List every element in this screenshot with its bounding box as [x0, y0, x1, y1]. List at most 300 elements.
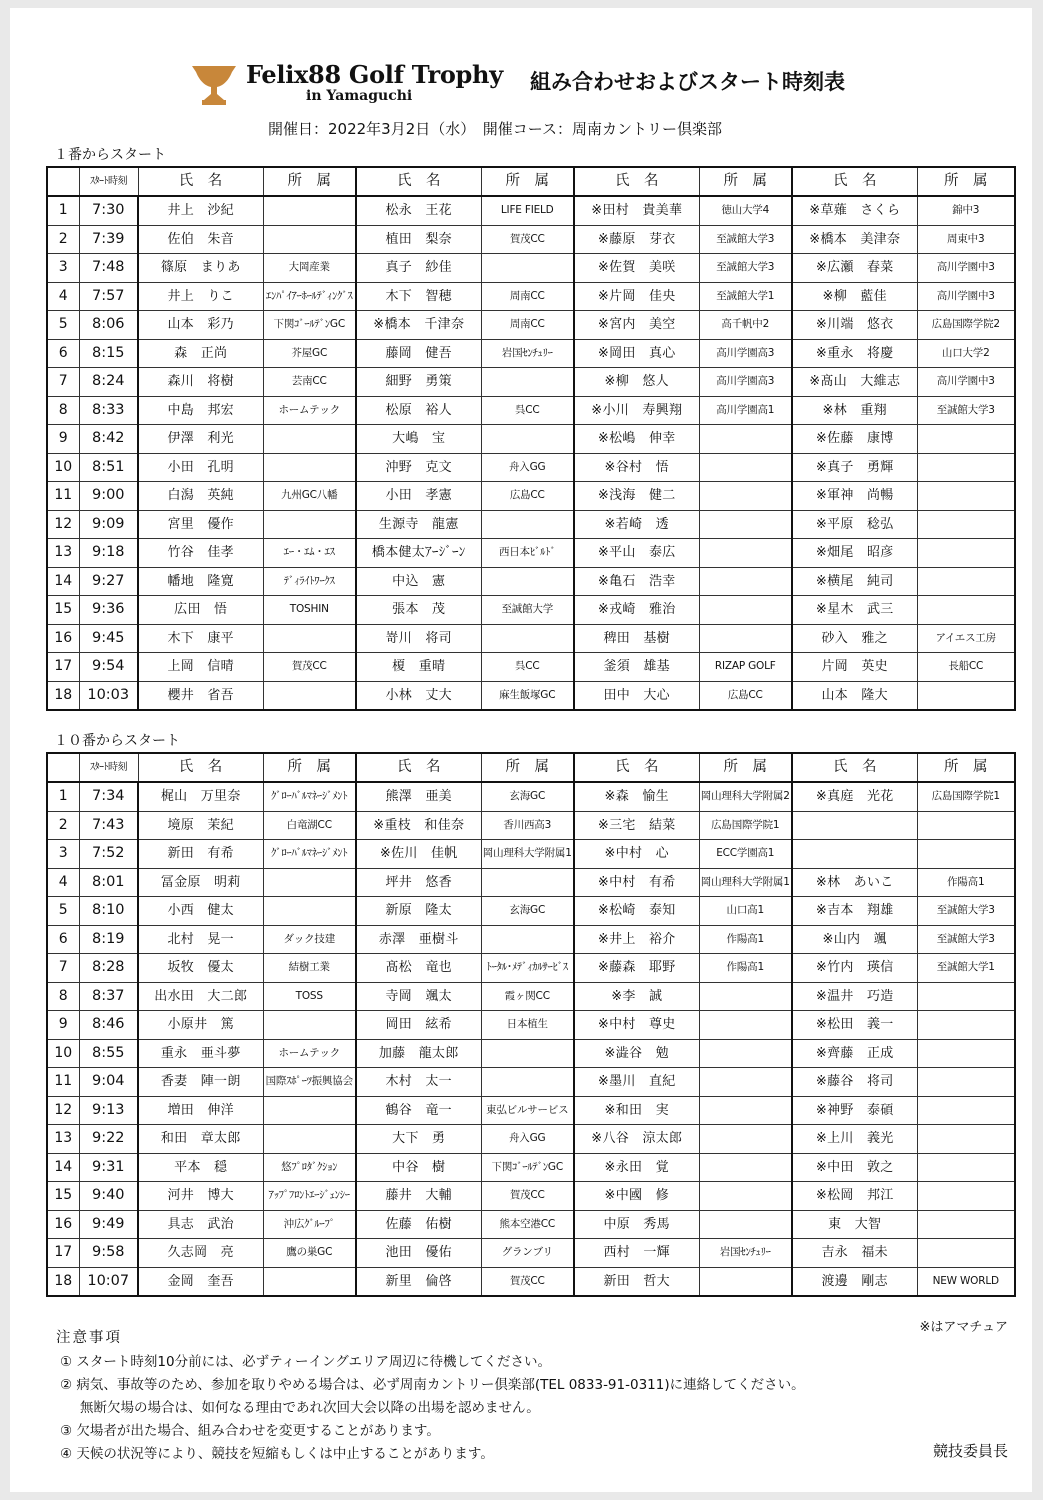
player-name: ※宮内 美空 [574, 311, 699, 340]
table-row [47, 1011, 1015, 1040]
player-affiliation: グランブリ [481, 1239, 574, 1268]
player-affiliation [917, 510, 1015, 539]
player-affiliation [481, 510, 574, 539]
player-affiliation [481, 868, 574, 897]
player-affiliation [699, 453, 792, 482]
player-name: ※齊藤 正成 [792, 1039, 917, 1068]
player-affiliation: 岡山理科大学附属1 [699, 868, 792, 897]
player-name: ※神野 泰碩 [792, 1096, 917, 1125]
table-row [47, 225, 1015, 254]
player-affiliation [481, 1039, 574, 1068]
player-name: 広田 悟 [138, 596, 263, 625]
group-number: 8 [47, 396, 79, 425]
player-affiliation [917, 840, 1015, 869]
player-name: ※佐賀 美咲 [574, 254, 699, 283]
player-affiliation: ﾃﾞｨﾗｲﾄﾜｰｸｽ [263, 567, 356, 596]
header-start-time: ｽﾀｰﾄ時刻 [79, 753, 138, 782]
player-affiliation: 至誠館大学3 [699, 254, 792, 283]
player-name: 冨金原 明莉 [138, 868, 263, 897]
player-name: 岡田 絃希 [356, 1011, 481, 1040]
player-affiliation: 至誠館大学1 [699, 282, 792, 311]
player-name: 松原 裕人 [356, 396, 481, 425]
player-affiliation: 芥屋GC [263, 339, 356, 368]
player-affiliation: 高川学園中3 [917, 368, 1015, 397]
header-name: 氏 名 [138, 167, 263, 196]
player-affiliation [263, 453, 356, 482]
group-number: 12 [47, 510, 79, 539]
player-affiliation: 沖広ｸﾞﾙｰﾌﾟ [263, 1210, 356, 1239]
player-affiliation: アイエス工房 [917, 624, 1015, 653]
player-affiliation: ｱｯﾌﾟﾌﾛﾝﾄｴｰｼﾞｪﾝｼｰ [263, 1182, 356, 1211]
player-affiliation: 至誠館大学 [481, 596, 574, 625]
player-name: 小原井 篤 [138, 1011, 263, 1040]
player-name: 稗田 基樹 [574, 624, 699, 653]
player-name: ※温井 巧造 [792, 982, 917, 1011]
player-name: ※和田 実 [574, 1096, 699, 1125]
start-time: 8:28 [79, 954, 138, 983]
player-affiliation: ECC学園高1 [699, 840, 792, 869]
start-time: 9:18 [79, 539, 138, 568]
player-affiliation: 結樹工業 [263, 954, 356, 983]
player-name: ※三宅 結菜 [574, 811, 699, 840]
player-name: 櫻井 省吾 [138, 681, 263, 710]
player-affiliation: 賀茂CC [481, 1267, 574, 1296]
group-number: 13 [47, 539, 79, 568]
player-name: 釜須 雄基 [574, 653, 699, 682]
player-name: ※松田 義一 [792, 1011, 917, 1040]
table-row [47, 1210, 1015, 1239]
player-name: ※松崎 泰知 [574, 897, 699, 926]
player-affiliation: ダック技建 [263, 925, 356, 954]
player-name: 和田 章太郎 [138, 1125, 263, 1154]
player-name: 新田 哲大 [574, 1267, 699, 1296]
player-affiliation: 麻生飯塚GC [481, 681, 574, 710]
player-name: 森川 将樹 [138, 368, 263, 397]
player-name: 渡邊 剛志 [792, 1267, 917, 1296]
note-item: 無断欠場の場合は、如何なる理由であれ次回大会以降の出場を認めません。 [80, 1400, 540, 1416]
table-row [47, 954, 1015, 983]
player-name: 木下 智穂 [356, 282, 481, 311]
player-name: ※草薙 さくら [792, 196, 917, 225]
player-name: 金岡 奎吾 [138, 1267, 263, 1296]
player-name: 境原 茉紀 [138, 811, 263, 840]
player-name: 佐伯 朱音 [138, 225, 263, 254]
start-time: 8:42 [79, 425, 138, 454]
player-affiliation: RIZAP GOLF [699, 653, 792, 682]
player-name: 小林 丈大 [356, 681, 481, 710]
table-row [47, 840, 1015, 869]
signature: 競技委員長 [932, 1442, 1008, 1460]
table-row [47, 339, 1015, 368]
player-affiliation [699, 1267, 792, 1296]
player-name: ※永田 覚 [574, 1153, 699, 1182]
player-affiliation [917, 982, 1015, 1011]
player-name: ※広瀬 春菜 [792, 254, 917, 283]
group-number: 2 [47, 811, 79, 840]
player-affiliation: 至誠館大学1 [917, 954, 1015, 983]
player-affiliation: 広島国際学院1 [917, 782, 1015, 811]
player-affiliation: ｸﾞﾛｰﾊﾞﾙﾏﾈｰｼﾞﾒﾝﾄ [263, 782, 356, 811]
table-row [47, 567, 1015, 596]
player-affiliation: 岡山理科大学附属1 [481, 840, 574, 869]
notes [56, 1326, 805, 1466]
player-affiliation [481, 368, 574, 397]
group-number: 4 [47, 868, 79, 897]
start-time: 8:06 [79, 311, 138, 340]
player-name: ※松岡 邦江 [792, 1182, 917, 1211]
player-name: ※李 誠 [574, 982, 699, 1011]
player-name: ※中田 敦之 [792, 1153, 917, 1182]
table-row [47, 396, 1015, 425]
start-time: 8:01 [79, 868, 138, 897]
start-time: 9:22 [79, 1125, 138, 1154]
header-name: 氏 名 [356, 167, 481, 196]
player-affiliation: ｴﾝﾊﾟｲｱｰﾎｰﾙﾃﾞｨﾝｸﾞｽ [263, 282, 356, 311]
start-time: 7:39 [79, 225, 138, 254]
player-name: 東 大智 [792, 1210, 917, 1239]
start-time: 9:27 [79, 567, 138, 596]
player-name: 山本 彩乃 [138, 311, 263, 340]
player-affiliation: 周東中3 [917, 225, 1015, 254]
note-item: ② 病気、事故等のため、参加を取りやめる場合は、必ず周南カントリー倶楽部(TEL 0833-91-0311)に連絡してください。 [60, 1377, 805, 1393]
player-name: ※松嶋 伸幸 [574, 425, 699, 454]
note-item: ① スタート時刻10分前には、必ずティーイングエリア周辺に待機してください。 [60, 1354, 551, 1370]
group-number: 14 [47, 1153, 79, 1182]
start-time: 7:43 [79, 811, 138, 840]
header-affiliation: 所 属 [699, 753, 792, 782]
player-name: ※橋本 美津奈 [792, 225, 917, 254]
table-row [47, 482, 1015, 511]
player-name: 橋本健太ｱｰｼﾞｰﾝ [356, 539, 481, 568]
section-label-hole1: １番からスタート [54, 147, 166, 163]
player-name: ※重枝 和佳奈 [356, 811, 481, 840]
player-affiliation: 舟入GG [481, 453, 574, 482]
player-name: ※田村 貴美華 [574, 196, 699, 225]
player-affiliation [481, 1068, 574, 1097]
trophy-icon [186, 60, 242, 106]
player-name: ※竹内 瑛信 [792, 954, 917, 983]
player-name: 北村 晃一 [138, 925, 263, 954]
player-affiliation [917, 1039, 1015, 1068]
player-affiliation: 広島国際学院1 [699, 811, 792, 840]
player-affiliation: NEW WORLD [917, 1267, 1015, 1296]
group-number: 14 [47, 567, 79, 596]
player-affiliation [699, 624, 792, 653]
player-affiliation: 熊本空港CC [481, 1210, 574, 1239]
player-name: 片岡 英史 [792, 653, 917, 682]
player-affiliation: 玄海GC [481, 782, 574, 811]
player-name: 山本 隆大 [792, 681, 917, 710]
table-row [47, 1239, 1015, 1268]
player-name: 井上 りこ [138, 282, 263, 311]
start-time: 7:48 [79, 254, 138, 283]
group-number: 4 [47, 282, 79, 311]
player-affiliation [481, 624, 574, 653]
player-affiliation: ﾄｰﾀﾙ･ﾒﾃﾞｨｶﾙｻｰﾋﾞｽ [481, 954, 574, 983]
player-affiliation: LIFE FIELD [481, 196, 574, 225]
player-affiliation: ホームテック [263, 1039, 356, 1068]
player-name: 藤岡 健吾 [356, 339, 481, 368]
player-affiliation [699, 567, 792, 596]
player-affiliation [917, 539, 1015, 568]
group-number: 6 [47, 925, 79, 954]
player-name: 具志 武治 [138, 1210, 263, 1239]
player-affiliation [917, 681, 1015, 710]
player-affiliation [481, 567, 574, 596]
player-name: 鶴谷 竜一 [356, 1096, 481, 1125]
player-name: 生源寺 龍憲 [356, 510, 481, 539]
player-affiliation [699, 1068, 792, 1097]
group-number: 3 [47, 254, 79, 283]
player-name: ※藤森 耶野 [574, 954, 699, 983]
player-name: ※中村 有希 [574, 868, 699, 897]
player-affiliation: 霞ヶ関CC [481, 982, 574, 1011]
player-name: ※真子 勇輝 [792, 453, 917, 482]
player-affiliation [699, 510, 792, 539]
start-time: 9:58 [79, 1239, 138, 1268]
player-affiliation: 周南CC [481, 311, 574, 340]
start-table-hole10 [46, 752, 1016, 1297]
player-affiliation [263, 1011, 356, 1040]
group-number: 2 [47, 225, 79, 254]
player-name: ※井上 裕介 [574, 925, 699, 954]
player-name: 張本 茂 [356, 596, 481, 625]
player-affiliation [917, 1210, 1015, 1239]
group-number: 7 [47, 368, 79, 397]
player-affiliation [481, 425, 574, 454]
start-time: 9:36 [79, 596, 138, 625]
note-item: ③ 欠場者が出た場合、組み合わせを変更することがあります。 [60, 1423, 440, 1439]
player-affiliation [917, 425, 1015, 454]
table-row [47, 1039, 1015, 1068]
player-name: 真子 紗佳 [356, 254, 481, 283]
player-name: 寺岡 颯太 [356, 982, 481, 1011]
player-name: 上岡 信晴 [138, 653, 263, 682]
header-affiliation: 所 属 [917, 753, 1015, 782]
player-name: 細野 勇策 [356, 368, 481, 397]
start-time: 7:52 [79, 840, 138, 869]
table-row [47, 868, 1015, 897]
player-affiliation: 錦中3 [917, 196, 1015, 225]
player-affiliation [263, 868, 356, 897]
player-name: 幡地 隆寛 [138, 567, 263, 596]
page-title: 組み合わせおよびスタート時刻表 [530, 70, 845, 94]
group-number: 11 [47, 482, 79, 511]
player-name: ※川端 悠衣 [792, 311, 917, 340]
player-name: 白潟 英純 [138, 482, 263, 511]
player-affiliation: 高川学園中3 [917, 282, 1015, 311]
player-name: ※谷村 悟 [574, 453, 699, 482]
start-time: 9:40 [79, 1182, 138, 1211]
player-affiliation: 高川学園中3 [917, 254, 1015, 283]
player-affiliation: 東弘ビルサービス [481, 1096, 574, 1125]
player-affiliation: 西日本ﾋﾞﾙﾄﾞ [481, 539, 574, 568]
header-affiliation: 所 属 [263, 167, 356, 196]
start-time: 9:54 [79, 653, 138, 682]
player-affiliation: 国際ｽﾎﾟｰﾂ振興協会 [263, 1068, 356, 1097]
player-name: ※星木 武三 [792, 596, 917, 625]
player-name: 中原 秀馬 [574, 1210, 699, 1239]
table-row [47, 596, 1015, 625]
header-affiliation: 所 属 [917, 167, 1015, 196]
table-row [47, 453, 1015, 482]
player-affiliation [699, 539, 792, 568]
header-start-time: ｽﾀｰﾄ時刻 [79, 167, 138, 196]
header-name: 氏 名 [574, 753, 699, 782]
section-label-hole10: １０番からスタート [54, 733, 180, 749]
player-affiliation: 芸南CC [263, 368, 356, 397]
player-affiliation: ｴｰ・ｴﾑ・ｴｽ [263, 539, 356, 568]
player-affiliation [917, 1239, 1015, 1268]
player-name: 小西 健太 [138, 897, 263, 926]
start-time: 8:15 [79, 339, 138, 368]
player-affiliation: 賀茂CC [481, 1182, 574, 1211]
player-affiliation [917, 811, 1015, 840]
group-number: 7 [47, 954, 79, 983]
notes-title: 注意事項 [56, 1330, 122, 1346]
player-name: 平本 穏 [138, 1153, 263, 1182]
player-affiliation: TOSHIN [263, 596, 356, 625]
group-number: 15 [47, 596, 79, 625]
table-row [47, 897, 1015, 926]
header-no-cell [47, 167, 79, 196]
player-name: ※横尾 純司 [792, 567, 917, 596]
player-affiliation [917, 1182, 1015, 1211]
player-affiliation [699, 1210, 792, 1239]
header-name: 氏 名 [574, 167, 699, 196]
player-name: ※山内 颯 [792, 925, 917, 954]
player-affiliation [263, 681, 356, 710]
start-time: 9:00 [79, 482, 138, 511]
player-name: 木村 太一 [356, 1068, 481, 1097]
player-affiliation: ｸﾞﾛｰﾊﾞﾙﾏﾈｰｼﾞﾒﾝﾄ [263, 840, 356, 869]
player-name: 森 正尚 [138, 339, 263, 368]
table-row [47, 811, 1015, 840]
player-affiliation: 高川学園高3 [699, 368, 792, 397]
player-name: 井上 沙紀 [138, 196, 263, 225]
player-name: ※平原 稔弘 [792, 510, 917, 539]
player-name: 坂牧 優太 [138, 954, 263, 983]
player-affiliation: 賀茂CC [263, 653, 356, 682]
player-affiliation: 高川学園高1 [699, 396, 792, 425]
player-name: 西村 一輝 [574, 1239, 699, 1268]
player-affiliation: 至誠館大学3 [917, 925, 1015, 954]
table-row [47, 782, 1015, 811]
player-affiliation [917, 596, 1015, 625]
player-name: ※髙山 大維志 [792, 368, 917, 397]
group-number: 10 [47, 453, 79, 482]
player-name: 伊澤 利光 [138, 425, 263, 454]
player-affiliation [699, 1182, 792, 1211]
player-name: 出水田 大二郎 [138, 982, 263, 1011]
group-number: 15 [47, 1182, 79, 1211]
player-affiliation: 賀茂CC [481, 225, 574, 254]
player-name: ※重永 将慶 [792, 339, 917, 368]
player-affiliation: 呉CC [481, 653, 574, 682]
group-number: 12 [47, 1096, 79, 1125]
player-affiliation [699, 1011, 792, 1040]
player-name: ※真庭 光花 [792, 782, 917, 811]
group-number: 17 [47, 1239, 79, 1268]
header-affiliation: 所 属 [263, 753, 356, 782]
player-name: ※藤原 芽衣 [574, 225, 699, 254]
player-name: ※森 愉生 [574, 782, 699, 811]
table-header-row [47, 167, 1015, 196]
player-affiliation: 至誠館大学3 [917, 897, 1015, 926]
player-name: 中島 邦宏 [138, 396, 263, 425]
player-name [792, 811, 917, 840]
table-row [47, 624, 1015, 653]
group-number: 6 [47, 339, 79, 368]
player-name: ※橋本 千津奈 [356, 311, 481, 340]
table-header-row [47, 753, 1015, 782]
player-name: ※八谷 涼太郎 [574, 1125, 699, 1154]
player-name: ※畑尾 昭彦 [792, 539, 917, 568]
player-affiliation [917, 1153, 1015, 1182]
player-affiliation: 高川学園高3 [699, 339, 792, 368]
player-name: 加藤 龍太郎 [356, 1039, 481, 1068]
player-name: 榎 重晴 [356, 653, 481, 682]
player-affiliation: 作陽高1 [917, 868, 1015, 897]
player-affiliation: 悠ﾌﾟﾛﾀﾞｸｼｮﾝ [263, 1153, 356, 1182]
player-affiliation: 岩国ｾﾝﾁｭﾘｰ [481, 339, 574, 368]
table-row [47, 539, 1015, 568]
table-row [47, 653, 1015, 682]
table-row [47, 196, 1015, 225]
player-name: ※平山 泰広 [574, 539, 699, 568]
group-number: 17 [47, 653, 79, 682]
player-affiliation: 広島CC [699, 681, 792, 710]
player-affiliation [263, 1125, 356, 1154]
player-affiliation [699, 1096, 792, 1125]
player-affiliation: ホームテック [263, 396, 356, 425]
player-name: ※軍神 尚暢 [792, 482, 917, 511]
start-time: 8:10 [79, 897, 138, 926]
player-name: 沖野 克文 [356, 453, 481, 482]
start-time: 9:31 [79, 1153, 138, 1182]
group-number: 5 [47, 897, 79, 926]
page [10, 8, 1032, 1492]
player-name: 木下 康平 [138, 624, 263, 653]
table-row [47, 925, 1015, 954]
player-affiliation [263, 624, 356, 653]
player-affiliation [263, 1096, 356, 1125]
start-time: 7:34 [79, 782, 138, 811]
player-affiliation [917, 1096, 1015, 1125]
brand-subtitle: in Yamaguchi [306, 88, 413, 104]
player-affiliation: 広島CC [481, 482, 574, 511]
player-affiliation: 玄海GC [481, 897, 574, 926]
player-affiliation [263, 225, 356, 254]
player-name: 熊澤 亜美 [356, 782, 481, 811]
start-time: 8:46 [79, 1011, 138, 1040]
player-name: ※佐藤 康博 [792, 425, 917, 454]
start-time: 8:24 [79, 368, 138, 397]
group-number: 9 [47, 1011, 79, 1040]
player-affiliation: 大岡産業 [263, 254, 356, 283]
header-name: 氏 名 [792, 753, 917, 782]
table-row [47, 1182, 1015, 1211]
player-name: ※中村 尊史 [574, 1011, 699, 1040]
start-time: 7:30 [79, 196, 138, 225]
player-affiliation [699, 1125, 792, 1154]
table-row [47, 681, 1015, 710]
player-name: 大嶋 宝 [356, 425, 481, 454]
player-affiliation: 鷹の巣GC [263, 1239, 356, 1268]
player-name: ※浅海 健二 [574, 482, 699, 511]
start-time: 9:04 [79, 1068, 138, 1097]
player-affiliation: 白竜湖CC [263, 811, 356, 840]
